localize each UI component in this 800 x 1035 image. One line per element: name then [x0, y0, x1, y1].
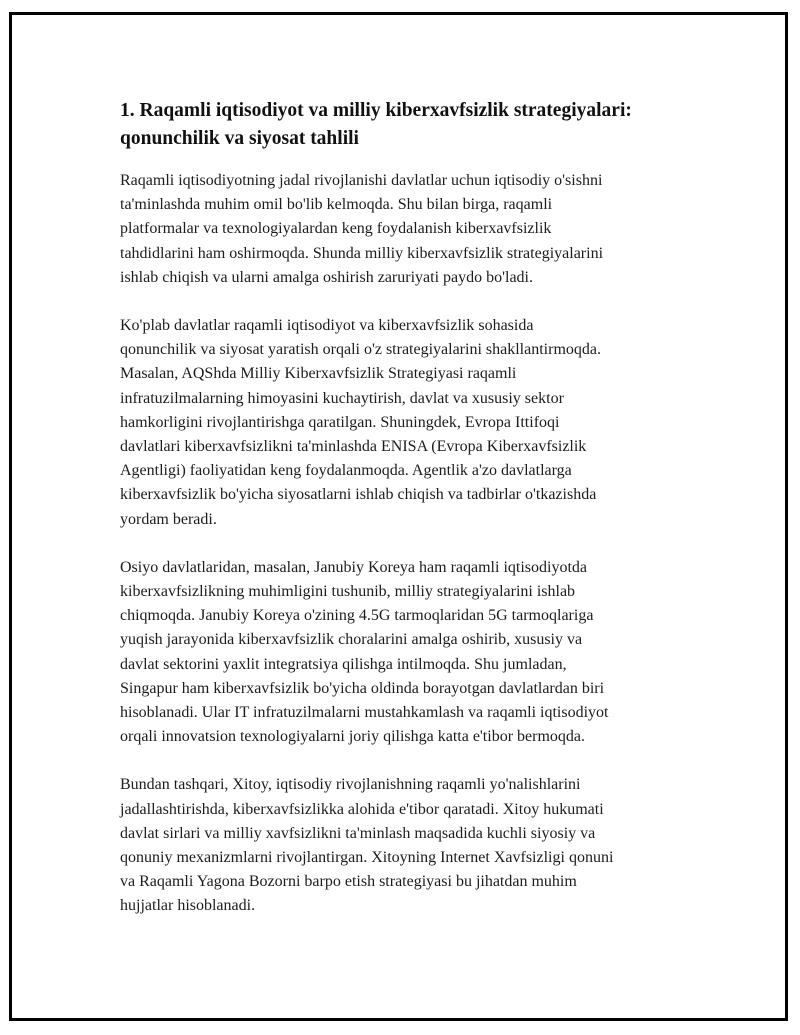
text-line: qonunchilik va siyosat yaratish orqali o'z strategiyalarini shakllantirmoqda.: [120, 341, 601, 359]
text-line: hisoblanadi. Ular IT infratuzilmalarni mustahkamlash va raqamli iqtisodiyot: [120, 704, 609, 722]
paragraph-2: [120, 314, 710, 532]
document-title: [120, 97, 710, 153]
text-line: jadallashtirishda, kiberxavfsizlikka alohida e'tibor qaratadi. Xitoy hukumati: [120, 800, 604, 818]
text-line: Masalan, AQShda Milliy Kiberxavfsizlik Strategiyasi raqamli: [120, 365, 517, 383]
text-line: hujjatlar hisoblanadi.: [120, 897, 256, 915]
text-line: orqali innovatsion texnologiyalarni joriy qilishga katta e'tibor bermoqda.: [120, 728, 585, 746]
document-title-line: qonunchilik va siyosat tahlili: [120, 128, 359, 149]
text-line: va Raqamli Yagona Bozorni barpo etish strategiyasi bu jihatdan muhim: [120, 873, 577, 891]
text-line: ishlab chiqish va ularni amalga oshirish zaruriyati paydo bo'ladi.: [120, 268, 533, 286]
document-title-line: 1. Raqamli iqtisodiyot va milliy kiberxavfsizlik strategiyalari:: [120, 100, 632, 121]
text-line: chiqmoqda. Janubiy Koreya o'zining 4.5G tarmoqlaridan 5G tarmoqlariga: [120, 607, 594, 625]
text-line: Agentligi) faoliyatidan keng foydalanmoqda. Agentlik a'zo davlatlarga: [120, 462, 572, 480]
document-content: [120, 97, 710, 943]
text-line: davlatlari kiberxavfsizlikni ta'minlashda ENISA (Evropa Kiberxavfsizlik: [120, 438, 587, 456]
text-line: infratuzilmalarning himoyasini kuchaytirish, davlat va xususiy sektor: [120, 389, 564, 407]
text-line: davlat sirlari va milliy xavfsizlikni ta'minlash maqsadida kuchli siyosiy va: [120, 824, 596, 842]
paragraph-3: [120, 556, 710, 750]
text-line: yuqish jarayonida kiberxavfsizlik choralarini amalga oshirib, xususiy va: [120, 631, 583, 649]
text-line: qonuniy mexanizmlarni rivojlantirgan. Xitoyning Internet Xavfsizligi qonuni: [120, 849, 614, 867]
text-line: hamkorligini rivojlantirishga qaratilgan. Shuningdek, Evropa Ittifoqi: [120, 413, 560, 431]
text-line: yordam beradi.: [120, 510, 217, 528]
text-line: Ko'plab davlatlar raqamli iqtisodiyot va kiberxavfsizlik sohasida: [120, 317, 534, 335]
text-line: ta'minlashda muhim omil bo'lib kelmoqda. Shu bilan birga, raqamli: [120, 196, 553, 214]
text-line: kiberxavfsizlik bo'yicha siyosatlarni ishlab chiqish va tadbirlar o'tkazishda: [120, 486, 597, 504]
text-line: Osiyo davlatlaridan, masalan, Janubiy Koreya ham raqamli iqtisodiyotda: [120, 558, 587, 576]
text-line: tahdidlarini ham oshirmoqda. Shunda milliy kiberxavfsizlik strategiyalarini: [120, 244, 604, 262]
text-line: kiberxavfsizlikning muhimligini tushunib, milliy strategiyalarini ishlab: [120, 583, 576, 601]
text-line: platformalar va texnologiyalardan keng foydalanish kiberxavfsizlik: [120, 220, 552, 238]
text-line: Singapur ham kiberxavfsizlik bo'yicha oldinda borayotgan davlatlardan biri: [120, 679, 605, 697]
document-page: [9, 12, 788, 1021]
text-line: Raqamli iqtisodiyotning jadal rivojlanishi davlatlar uchun iqtisodiy o'sishni: [120, 172, 603, 189]
paragraph-1: [120, 169, 710, 290]
paragraph-4: [120, 773, 710, 918]
text-line: Bundan tashqari, Xitoy, iqtisodiy rivojlanishning raqamli yo'nalishlarini: [120, 776, 581, 794]
text-line: davlat sektorini yaxlit integratsiya qilishga intilmoqda. Shu jumladan,: [120, 655, 567, 673]
